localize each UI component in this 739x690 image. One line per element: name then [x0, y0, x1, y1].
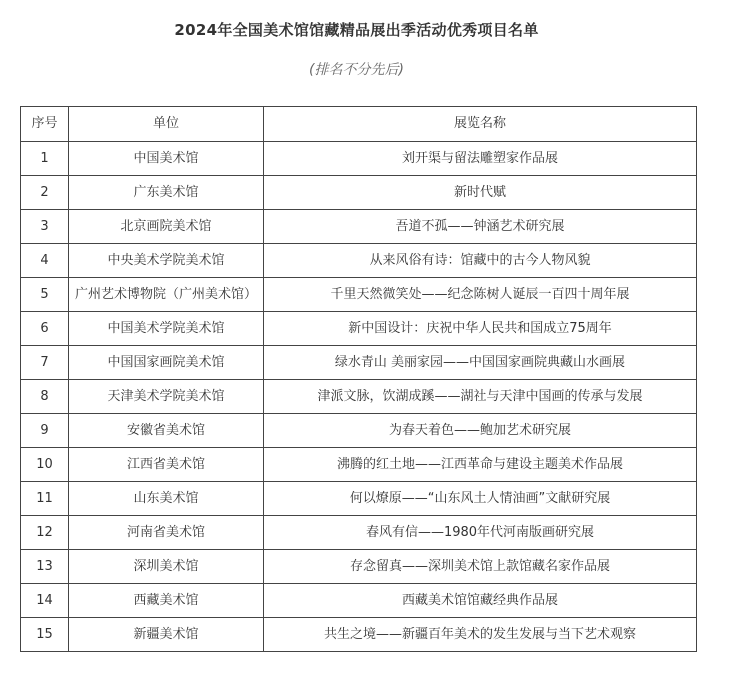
row-exhibition-name: 存念留真——深圳美术馆上款馆藏名家作品展 [264, 550, 697, 584]
table-row [21, 278, 697, 312]
row-unit: 广州艺术博物院（广州美术馆） [69, 278, 264, 312]
table-row [21, 312, 697, 346]
row-exhibition-name: 刘开渠与留法雕塑家作品展 [264, 142, 697, 176]
row-exhibition-name: 吾道不孤——钟涵艺术研究展 [264, 210, 697, 244]
row-exhibition-name: 共生之境——新疆百年美术的发生发展与当下艺术观察 [264, 618, 697, 652]
table-header-row [21, 107, 697, 142]
table-row [21, 584, 697, 618]
row-exhibition-name: 千里天然微笑处——纪念陈树人诞辰一百四十周年展 [264, 278, 697, 312]
row-number: 2 [21, 176, 69, 210]
row-exhibition-name: 沸腾的红土地——江西革命与建设主题美术作品展 [264, 448, 697, 482]
row-number: 14 [21, 584, 69, 618]
table-row [21, 482, 697, 516]
row-exhibition-name: 新中国设计：庆祝中华人民共和国成立75周年 [264, 312, 697, 346]
row-unit: 深圳美术馆 [69, 550, 264, 584]
row-exhibition-name: 绿水青山 美丽家园——中国国家画院典藏山水画展 [264, 346, 697, 380]
row-number: 15 [21, 618, 69, 652]
row-number: 12 [21, 516, 69, 550]
row-unit: 安徽省美术馆 [69, 414, 264, 448]
row-number: 3 [21, 210, 69, 244]
row-exhibition-name: 津派文脉，饮湖成蹊——湖社与天津中国画的传承与发展 [264, 380, 697, 414]
page-subtitle: (排名不分先后) [309, 62, 404, 78]
row-unit: 河南省美术馆 [69, 516, 264, 550]
row-unit: 天津美术学院美术馆 [69, 380, 264, 414]
row-exhibition-name: 新时代赋 [264, 176, 697, 210]
row-number: 9 [21, 414, 69, 448]
row-number: 8 [21, 380, 69, 414]
row-unit: 广东美术馆 [69, 176, 264, 210]
row-unit: 中国美术学院美术馆 [69, 312, 264, 346]
table-row [21, 346, 697, 380]
row-exhibition-name: 为春天着色——鲍加艺术研究展 [264, 414, 697, 448]
row-number: 5 [21, 278, 69, 312]
row-unit: 西藏美术馆 [69, 584, 264, 618]
table-row [21, 516, 697, 550]
header-unit: 单位 [69, 107, 264, 142]
page-title: 2024年全国美术馆馆藏精品展出季活动优秀项目名单 [174, 21, 539, 39]
table-row [21, 550, 697, 584]
project-table [20, 106, 697, 652]
row-number: 10 [21, 448, 69, 482]
row-number: 4 [21, 244, 69, 278]
table-row [21, 142, 697, 176]
row-number: 7 [21, 346, 69, 380]
row-number: 13 [21, 550, 69, 584]
row-unit: 新疆美术馆 [69, 618, 264, 652]
row-exhibition-name: 何以燎原——“山东风土人情油画”文献研究展 [264, 482, 697, 516]
row-number: 6 [21, 312, 69, 346]
header-number: 序号 [21, 107, 69, 142]
table-row [21, 176, 697, 210]
row-unit: 北京画院美术馆 [69, 210, 264, 244]
row-exhibition-name: 从来风俗有诗：馆藏中的古今人物风貌 [264, 244, 697, 278]
table-row [21, 210, 697, 244]
table-row [21, 618, 697, 652]
row-unit: 中国美术馆 [69, 142, 264, 176]
header-exhibition-name: 展览名称 [264, 107, 697, 142]
row-unit: 山东美术馆 [69, 482, 264, 516]
table-row [21, 414, 697, 448]
table-row [21, 244, 697, 278]
row-exhibition-name: 春风有信——1980年代河南版画研究展 [264, 516, 697, 550]
row-unit: 中国国家画院美术馆 [69, 346, 264, 380]
row-number: 11 [21, 482, 69, 516]
table-row [21, 448, 697, 482]
table-row [21, 380, 697, 414]
row-unit: 中央美术学院美术馆 [69, 244, 264, 278]
row-number: 1 [21, 142, 69, 176]
row-unit: 江西省美术馆 [69, 448, 264, 482]
row-exhibition-name: 西藏美术馆馆藏经典作品展 [264, 584, 697, 618]
